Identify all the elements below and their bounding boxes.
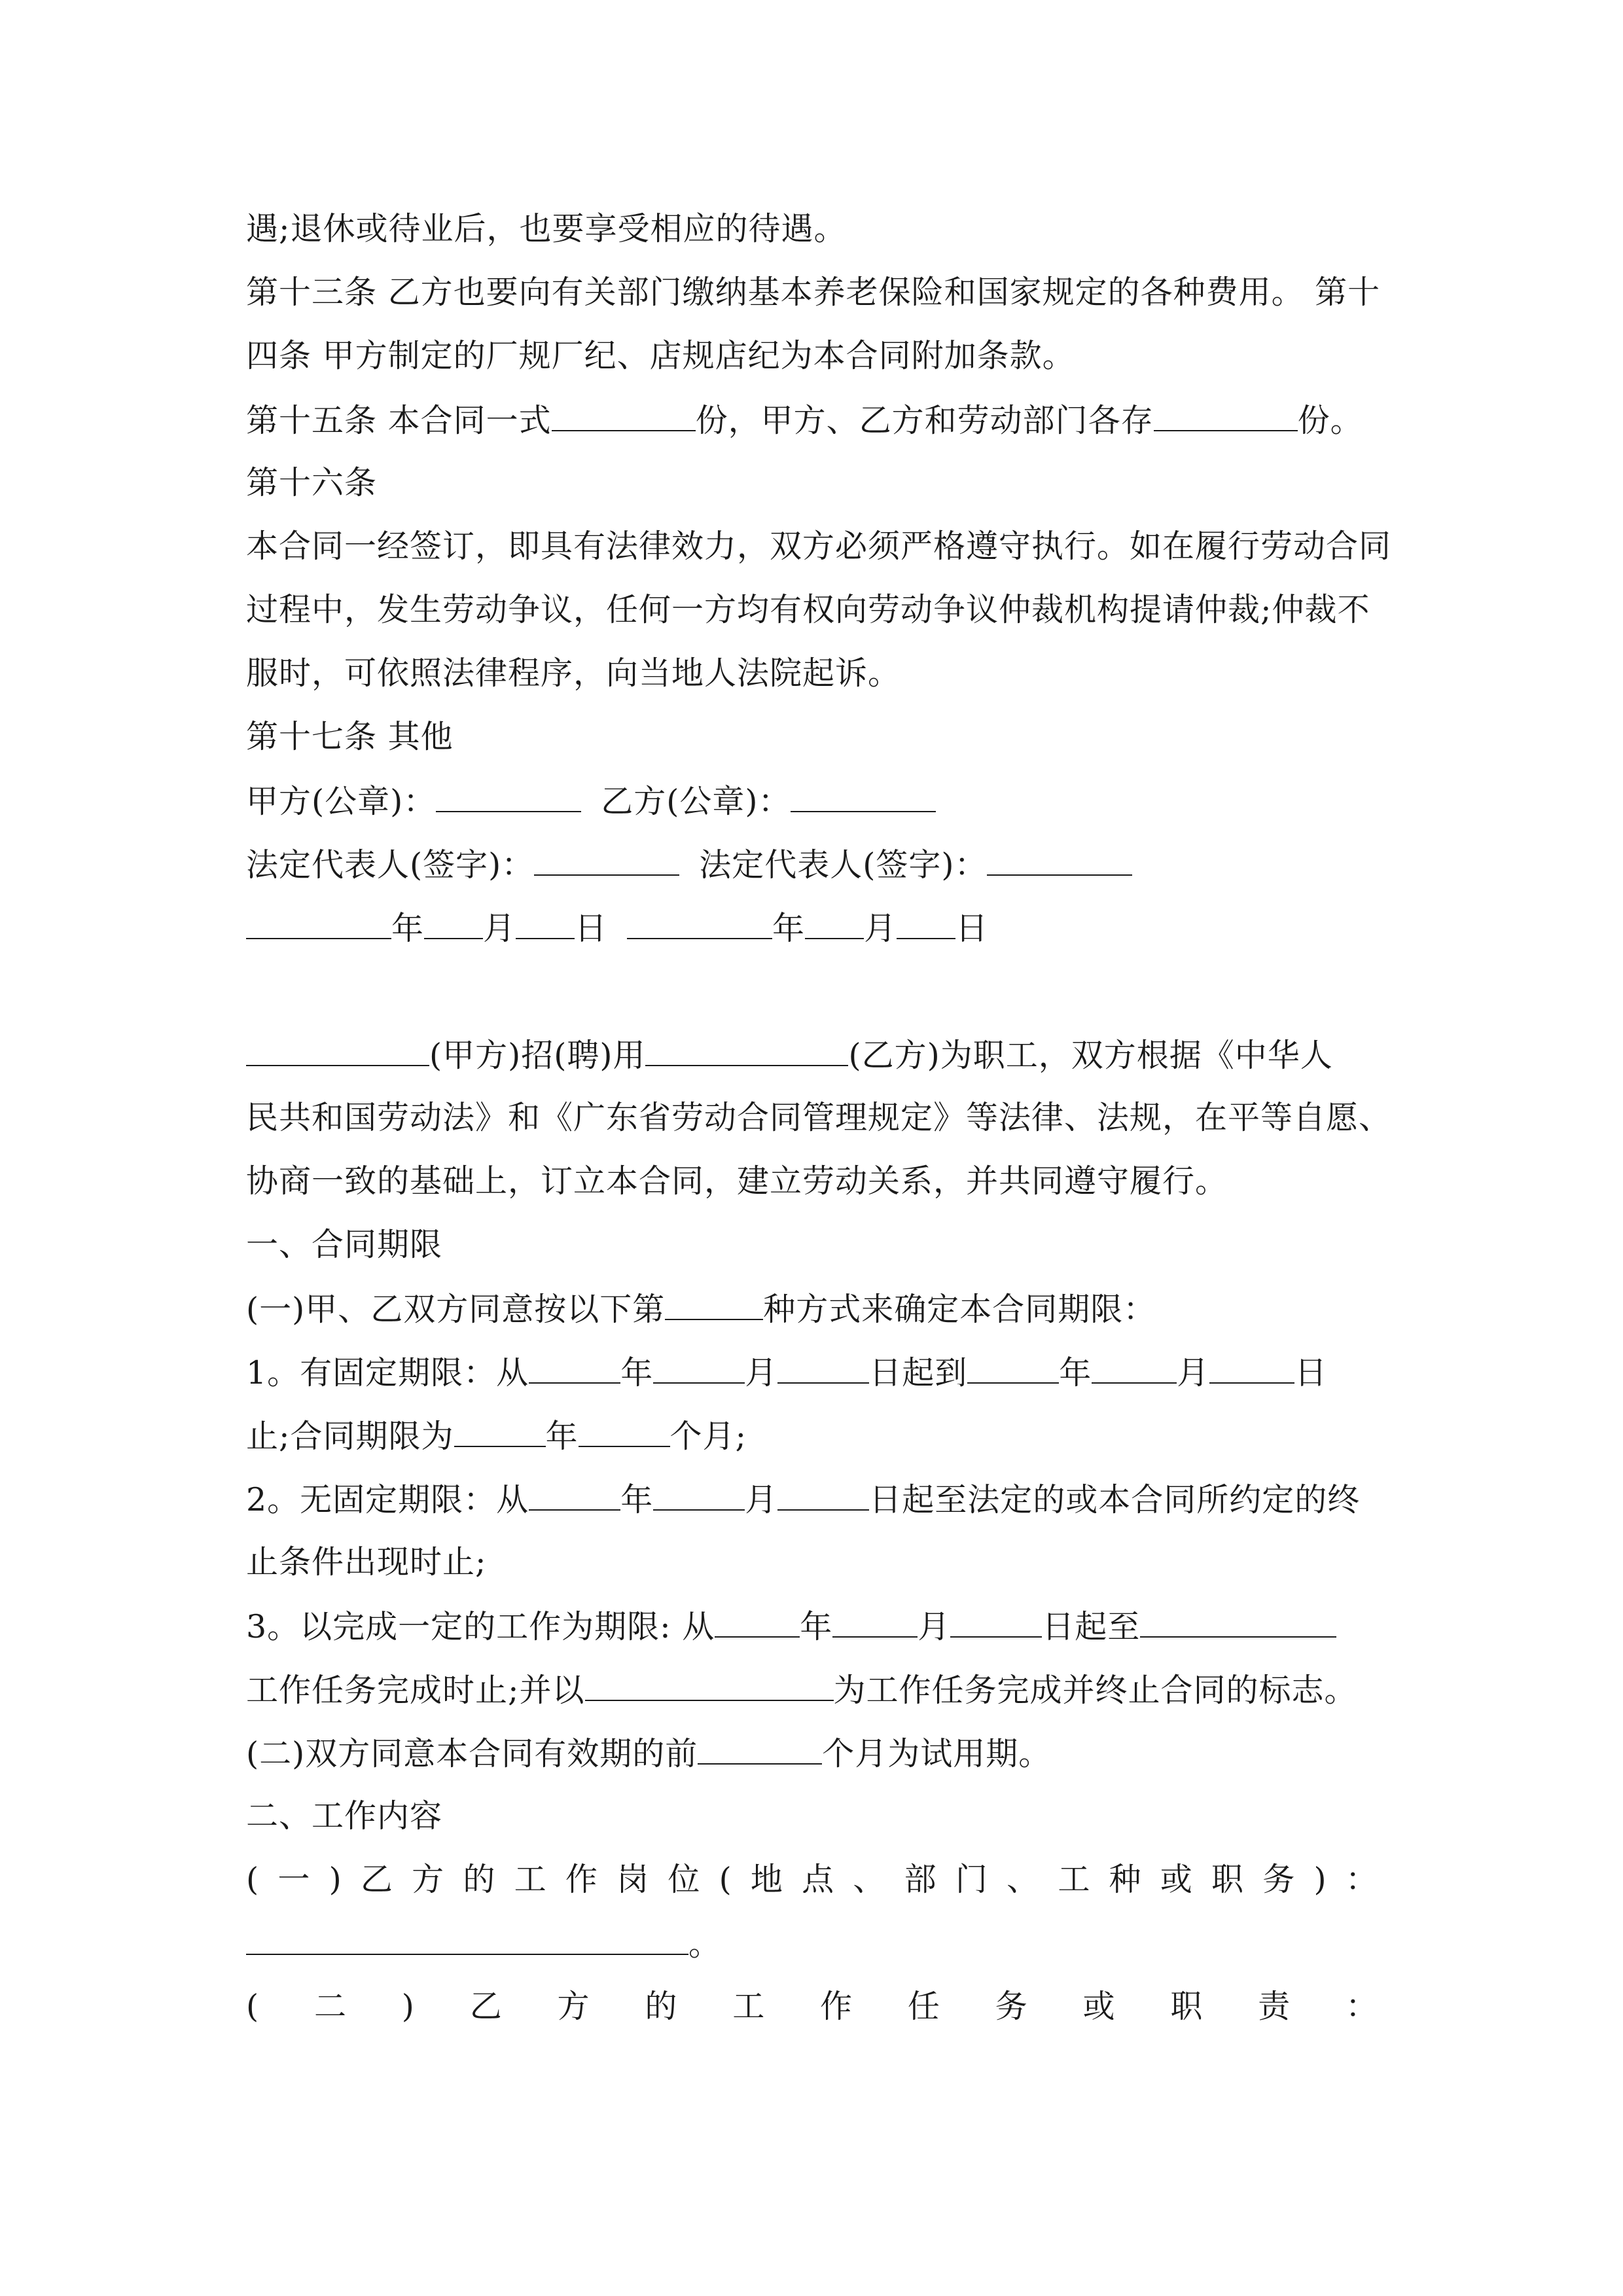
blank <box>1209 1352 1294 1384</box>
blank <box>653 1479 745 1511</box>
job-position-blank <box>246 1924 688 1955</box>
text-line: 遇;退休或待业后，也要享受相应的待遇。 <box>246 210 847 247</box>
blank <box>832 1606 918 1638</box>
task-name-blank <box>1140 1606 1336 1638</box>
text-line: 服时，可依照法律程序，向当地人法院起诉。 <box>246 655 901 692</box>
party-b-name-blank <box>645 1035 848 1066</box>
blank <box>246 908 391 939</box>
text-line: 过程中，发生劳动争议，任何一方均有权向劳动争议仲裁机构提请仲裁;仲裁不 <box>246 591 1370 628</box>
term-length-line: 止;合同期限为 年 个月; <box>246 1416 747 1456</box>
job-duty-line: ( 二 ) 乙 方 的 工 作 任 务 或 职 责 ： <box>246 1988 1378 2025</box>
intro-line: (甲方)招(聘)用 (乙方)为职工，双方根据《中华人 <box>246 1035 1333 1075</box>
party-b-rep-blank <box>987 844 1132 876</box>
blank <box>715 1606 800 1638</box>
party-a-seal-blank <box>436 781 581 812</box>
blank <box>653 1352 745 1384</box>
section-heading-work: 二、工作内容 <box>246 1797 443 1835</box>
party-a-rep-blank <box>534 844 679 876</box>
signature-line: 法定代表人(签字)： 法定代表人(签字)： <box>246 844 1132 885</box>
clause-17-heading: 第十七条 其他 <box>246 718 454 755</box>
text-line: 民共和国劳动法》和《广东省劳动合同管理规定》等法律、法规，在平等自愿、 <box>246 1099 1392 1136</box>
job-position-line: ( 一 ) 乙 方 的 工 作 岗 位 ( 地 点 、 部 门 、 工 种 或 职 务 ) ： <box>246 1861 1378 1898</box>
blank <box>579 1416 670 1447</box>
blank <box>967 1352 1059 1384</box>
blank <box>777 1352 869 1384</box>
copies-each-blank <box>1154 400 1298 431</box>
blank <box>529 1479 620 1511</box>
text-line: 止条件出现时止; <box>246 1543 487 1581</box>
clause-13: 第十三条 乙方也要向有关部门缴纳基本养老保险和国家规定的各种费用。 第十 <box>246 274 1381 311</box>
party-a-name-blank <box>246 1035 429 1066</box>
term-method-line: (一)甲、乙双方同意按以下第 种方式来确定本合同期限： <box>246 1289 1156 1329</box>
probation-line: (二)双方同意本合同有效期的前 个月为试用期。 <box>246 1733 1051 1774</box>
probation-months-blank <box>698 1733 822 1765</box>
completion-mark-blank <box>585 1670 834 1701</box>
task-term-line: 3。以完成一定的工作为期限: 从 年 月 日起至 <box>246 1606 1336 1647</box>
blank <box>897 908 955 939</box>
blank <box>805 908 864 939</box>
open-term-line: 2。无固定期限：从 年 月 日起至法定的或本合同所约定的终 <box>246 1479 1360 1520</box>
text-line: 协商一致的基础上，订立本合同，建立劳动关系，并共同遵守履行。 <box>246 1162 1228 1200</box>
fixed-term-line: 1。有固定期限：从 年 月 日起到 年 月 日 <box>246 1352 1327 1393</box>
method-number-blank <box>665 1289 763 1320</box>
blank <box>424 908 483 939</box>
task-completion-line: 工作任务完成时止;并以 为工作任务完成并终止合同的标志。 <box>246 1670 1357 1710</box>
copies-blank <box>552 400 696 431</box>
blank <box>529 1352 620 1384</box>
clause-15: 第十五条 本合同一式 份，甲方、乙方和劳动部门各存 份。 <box>246 400 1363 440</box>
blank <box>1092 1352 1177 1384</box>
blank <box>777 1479 869 1511</box>
clause-14: 四条 甲方制定的厂规厂纪、店规店纪为本合同附加条款。 <box>246 337 1075 374</box>
text-line: 本合同一经签订，即具有法律效力，双方必须严格遵守执行。如在履行劳动合同 <box>246 528 1392 565</box>
date-line: 年 月 日 年 月 日 <box>246 908 988 948</box>
blank <box>627 908 772 939</box>
job-position-blank-line: 。 <box>246 1924 721 1964</box>
section-heading-term: 一、合同期限 <box>246 1226 443 1263</box>
party-b-seal-blank <box>791 781 936 812</box>
blank <box>454 1416 546 1447</box>
blank <box>950 1606 1042 1638</box>
blank <box>516 908 575 939</box>
clause-16-heading: 第十六条 <box>246 464 378 501</box>
seal-line: 甲方(公章)： 乙方(公章)： <box>246 781 936 821</box>
